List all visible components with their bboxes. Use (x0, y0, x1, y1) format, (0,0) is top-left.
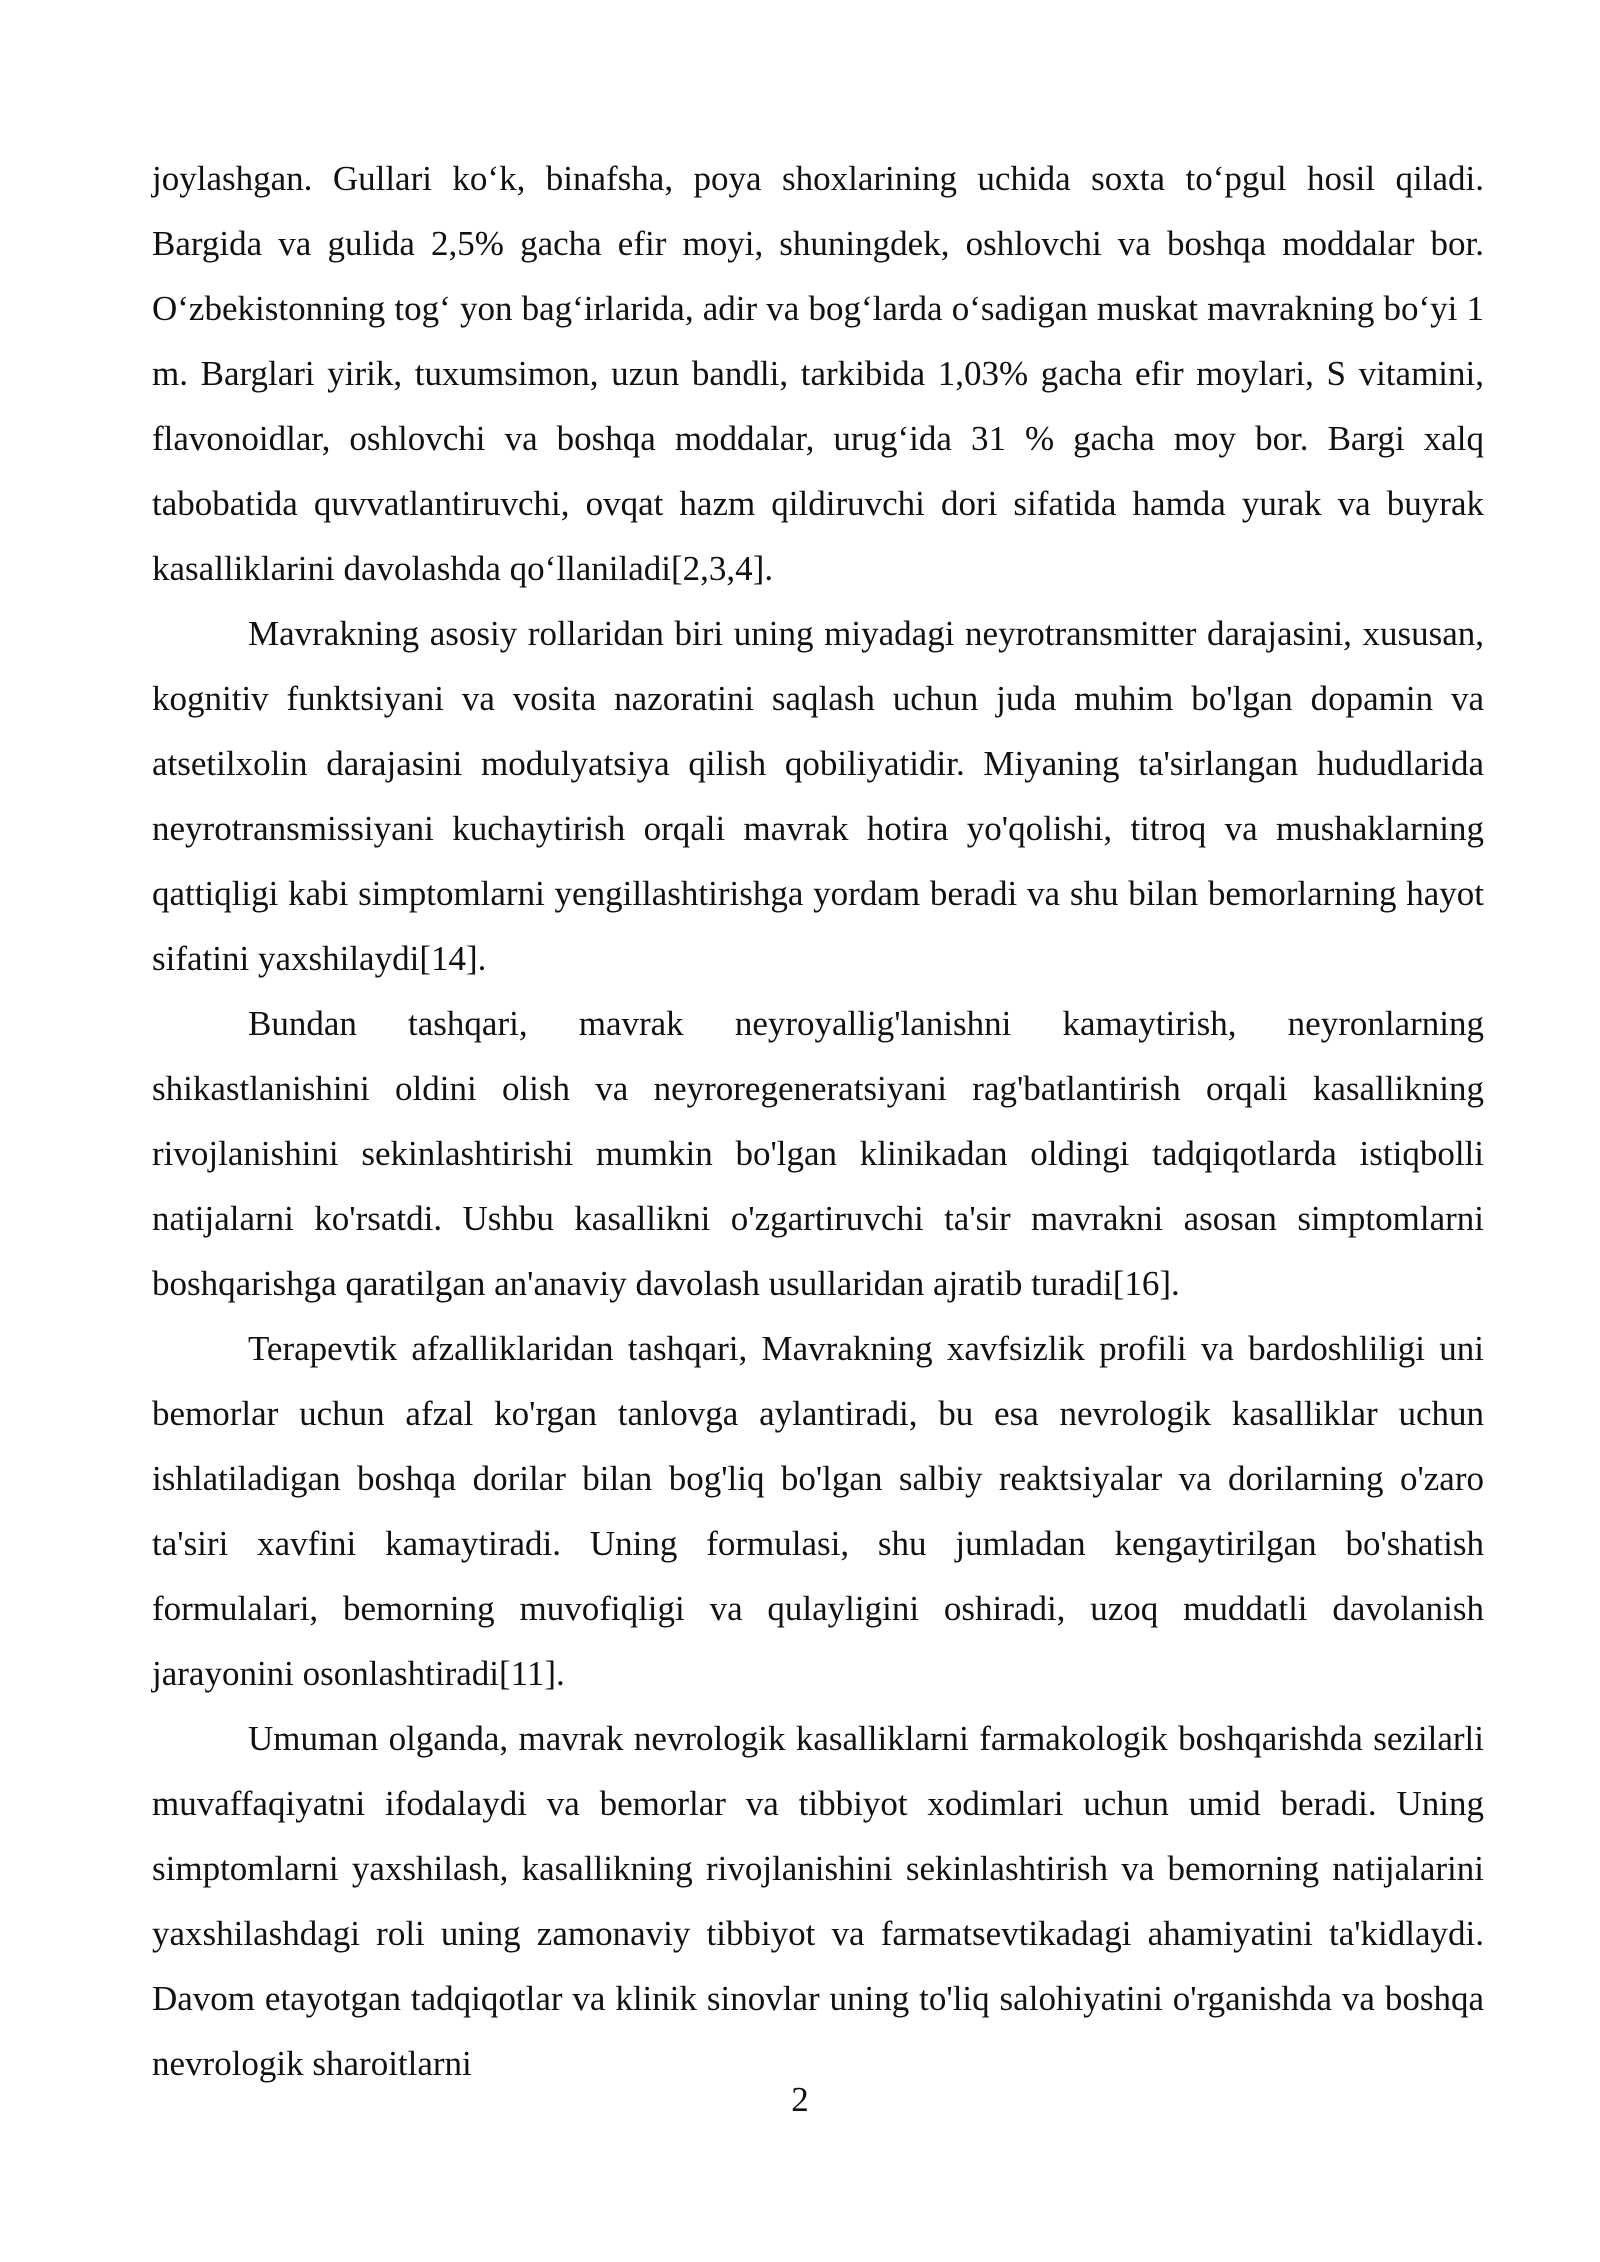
paragraph-safety-profile: Terapevtik afzalliklaridan tashqari, Mavrakning xavfsizlik profili va bardoshliligi uni bemorlar uchun afzal ko'rgan tanlovga aylantiradi, bu esa nevrologik kasalliklar uchun ishlatiladigan boshqa dorilar bilan bog'liq bo'lgan salbiy reaktsiyalar va dorilarning o'zaro ta'siri xavfini kamaytiradi. Uning formulasi, shu jumladan kengaytirilgan bo'shatish formulalari, bemorning muvofiqligi va qulayligini oshiradi, uzoq muddatli davolanish jarayonini osonlashtiradi[11]. (152, 1329, 1484, 1693)
paragraph-conclusion: Umuman olganda, mavrak nevrologik kasalliklarni farmakologik boshqarishda sezilarli muvaffaqiyatni ifodalaydi va bemorlar va tibbiyot xodimlari uchun umid beradi. Uning simptomlarni yaxshilash, kasallikning rivojlanishini sekinlashtirish va bemorning natijalarini yaxshilashdagi roli uning zamonaviy tibbiyot va farmatsevtikadagi ahamiyatini ta'kidlaydi. Davom etayotgan tadqiqotlar va klinik sinovlar uning to'liq salohiyatini o'rganishda va boshqa nevrologik sharoitlarni (152, 1719, 1484, 2083)
paragraph-continuation: joylashgan. Gullari ko‘k, binafsha, poya shoxlarining uchida soxta to‘pgul hosil qiladi. Bargida va gulida 2,5% gacha efir moyi, shuningdek, oshlovchi va boshqa moddalar bor. O‘zbekistonning tog‘ yon bag‘irlarida, adir va bog‘larda o‘sadigan muskat mavrakning bo‘yi 1 m. Barglari yirik, tuxumsimon, uzun bandli, tarkibida 1,03% gacha efir moylari, S vitamini, flavonoidlar, oshlovchi va boshqa moddalar, urug‘ida 31 % gacha moy bor. Bargi xalq tabobatida quvvatlantiruvchi, ovqat hazm qildiruvchi dori sifatida hamda yurak va buyrak kasalliklarini davolashda qo‘llaniladi[2,3,4]. (152, 159, 1484, 588)
paragraph-neurotransmitter: Mavrakning asosiy rollaridan biri uning miyadagi neyrotransmitter darajasini, xususan, kognitiv funktsiyani va vosita nazoratini saqlash uchun juda muhim bo'lgan dopamin va atsetilxolin darajasini modulyatsiya qilish qobiliyatidir. Miyaning ta'sirlangan hududlarida neyrotransmissiyani kuchaytirish orqali mavrak hotira yo'qolishi, titroq va mushaklarning qattiqligi kabi simptomlarni yengillashtirishga yordam beradi va shu bilan bemorlarning hayot sifatini yaxshilaydi[14]. (152, 614, 1484, 978)
document-body (152, 146, 1484, 2096)
page-number: 2 (791, 2080, 809, 2119)
paragraph-neuroprotection: Bundan tashqari, mavrak neyroyallig'lanishni kamaytirish, neyronlarning shikastlanishini oldini olish va neyroregeneratsiyani rag'batlantirish orqali kasallikning rivojlanishini sekinlashtirishi mumkin bo'lgan klinikadan oldingi tadqiqotlarda istiqbolli natijalarni ko'rsatdi. Ushbu kasallikni o'zgartiruvchi ta'sir mavrakni asosan simptomlarni boshqarishga qaratilgan an'anaviy davolash usullaridan ajratib turadi[16]. (152, 1004, 1484, 1303)
